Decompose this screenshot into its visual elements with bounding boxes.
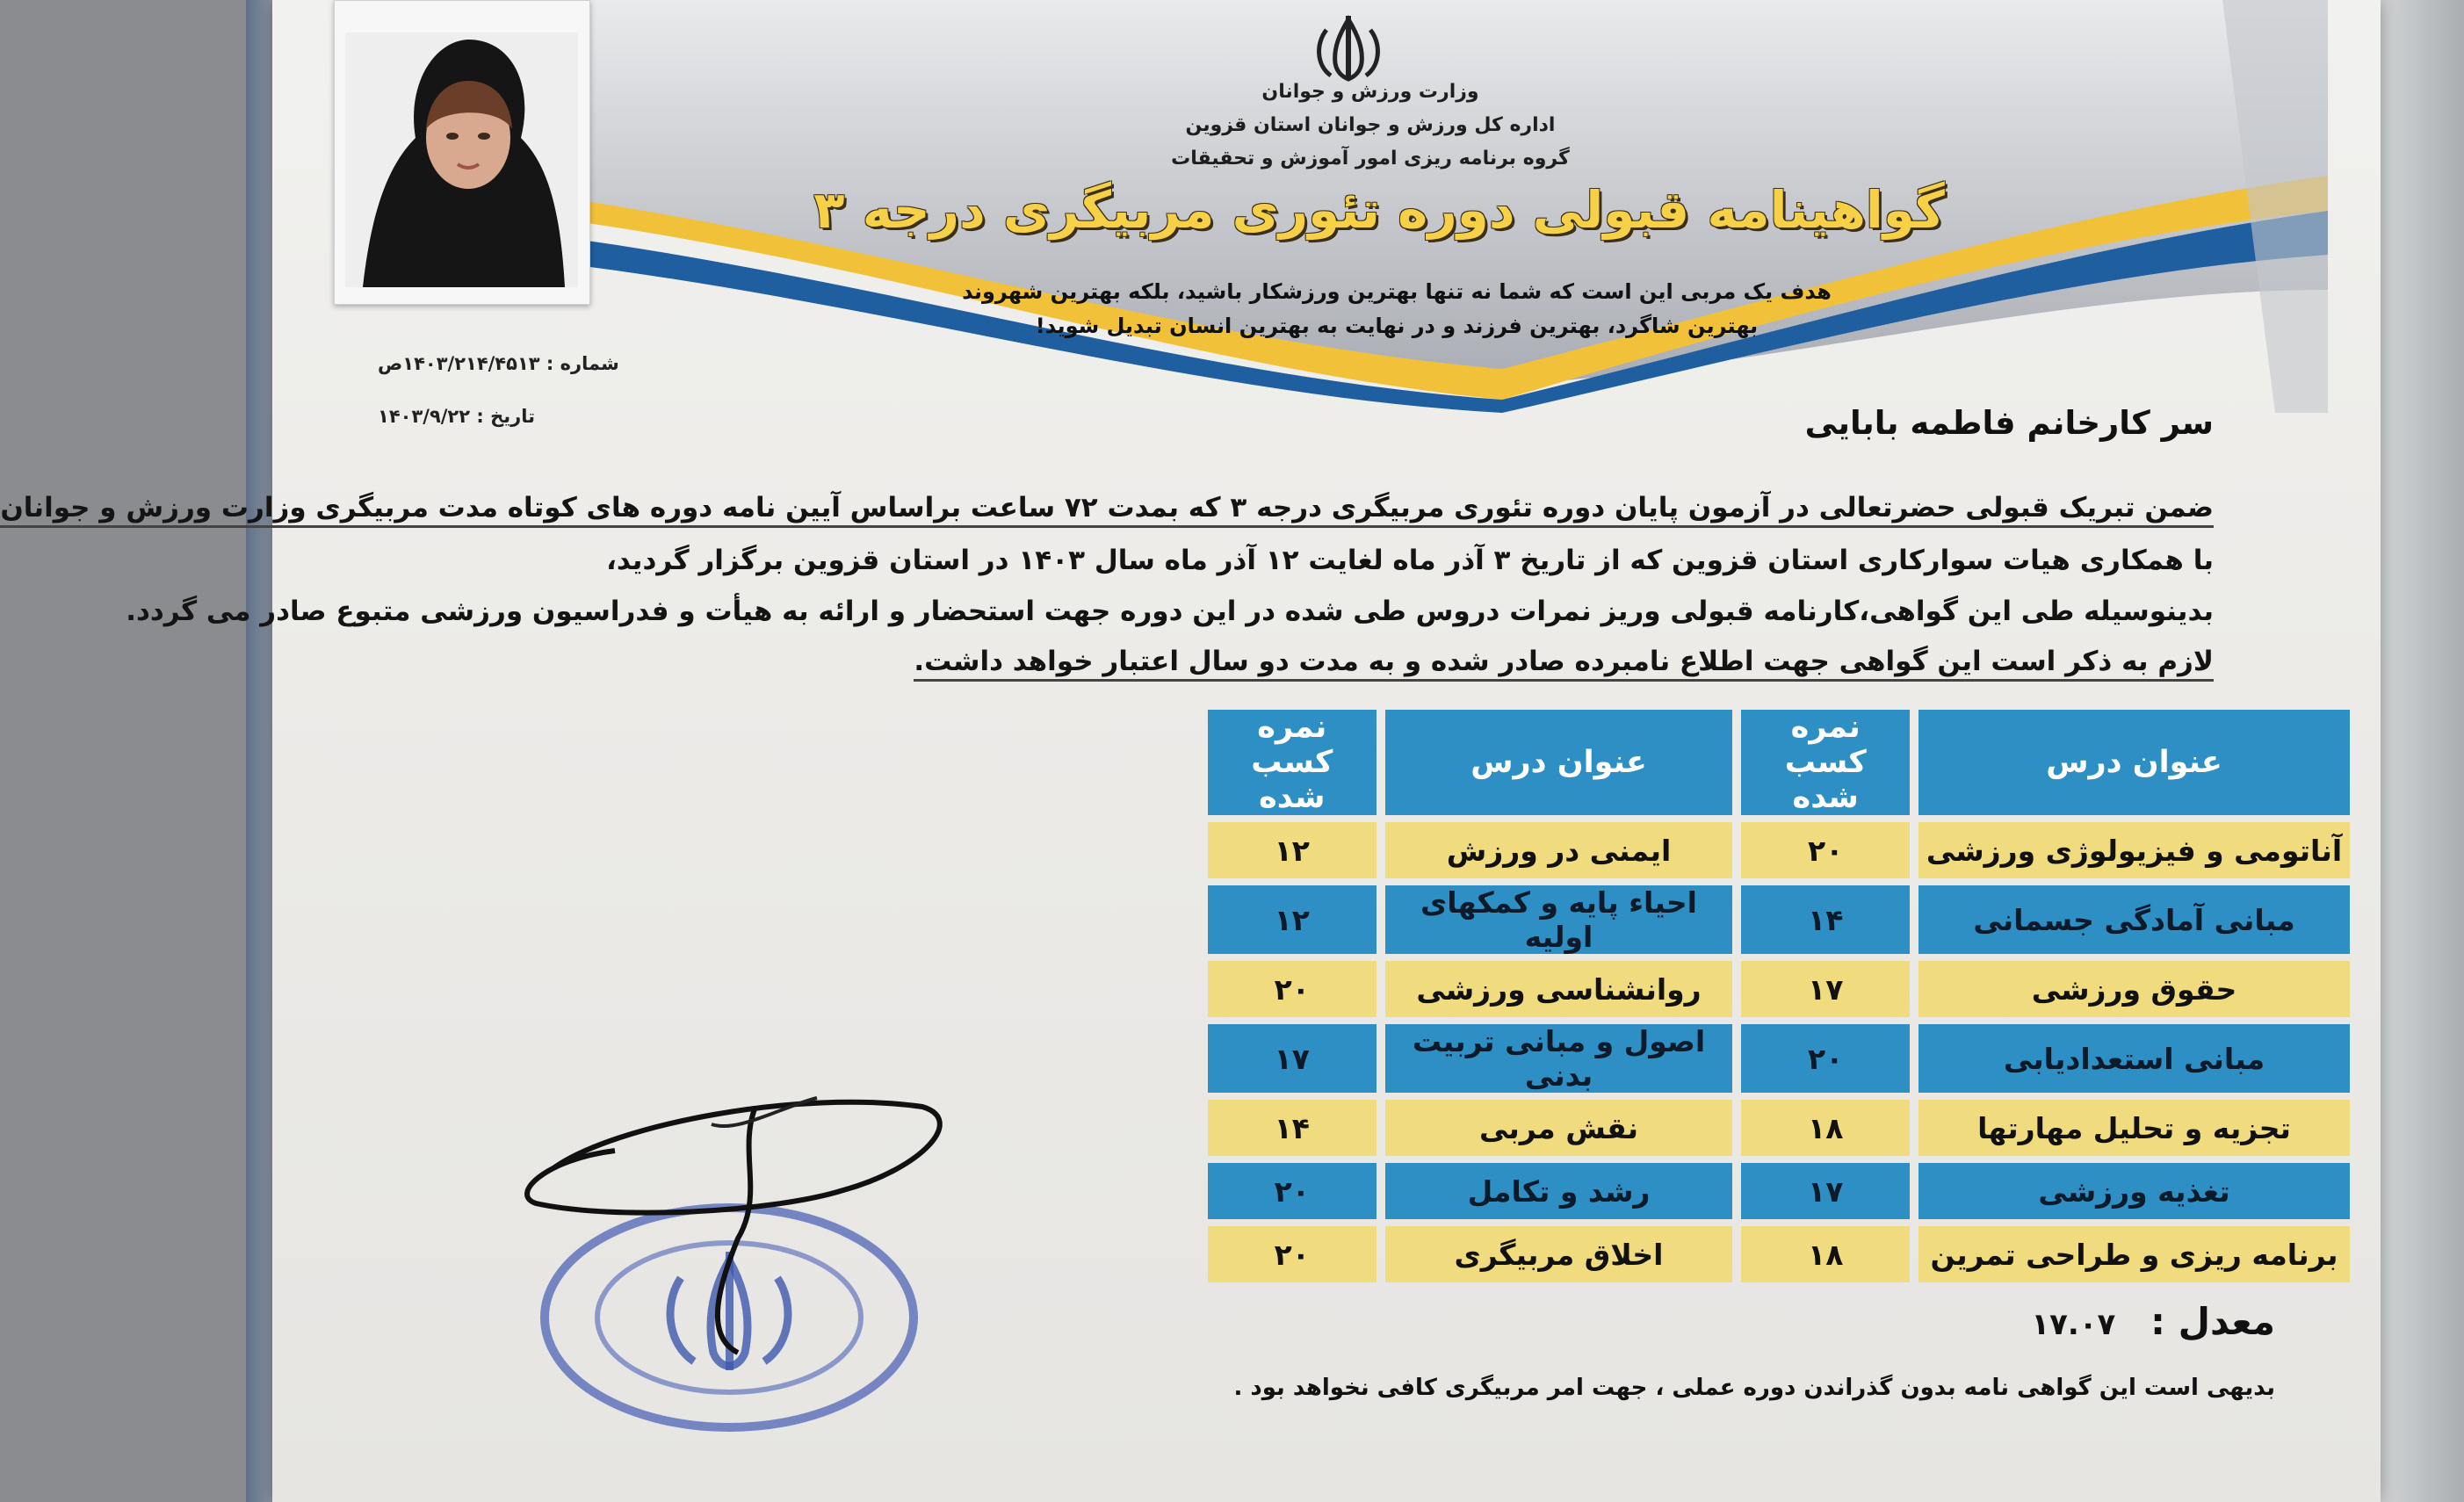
course-cell: اخلاق مربیگری — [1385, 1226, 1733, 1282]
grade-cell: ۲۰ — [1208, 1226, 1377, 1282]
course-cell: تغذیه ورزشی — [1918, 1163, 2350, 1219]
grade-cell: ۱۴ — [1208, 1100, 1377, 1156]
certificate-title: گواهینامه قبولی دوره تئوری مربیگری درجه ۳ — [813, 180, 1945, 240]
document-number — [378, 353, 641, 374]
grade-cell: ۱۸ — [1741, 1100, 1910, 1156]
course-cell: آناتومی و فیزیولوژی ورزشی — [1918, 822, 2350, 878]
grade-cell: ۱۸ — [1741, 1226, 1910, 1282]
number-value: ۱۴۰۳/۲۱۴/۴۵۱۳ص — [378, 353, 540, 374]
average-value: ۱۷.۰۷ — [2031, 1307, 2116, 1342]
header-course-b: عنوان درس — [1385, 710, 1733, 815]
footer-note: بدیهی است این گواهی نامه بدون گذراندن دوره عملی ، جهت امر مربیگری کافی نخواهد بود . — [1233, 1375, 2275, 1401]
table-row — [1208, 1163, 2350, 1219]
grades-table — [1199, 703, 2359, 1289]
course-cell: اصول و مبانی تربیت بدنی — [1385, 1024, 1733, 1093]
table-header-row — [1208, 710, 2350, 815]
background-right — [2367, 0, 2464, 1502]
grade-cell: ۱۷ — [1741, 961, 1910, 1017]
table-row — [1208, 1226, 2350, 1282]
course-cell: رشد و تکامل — [1385, 1163, 1733, 1219]
applicant-photo — [334, 0, 590, 305]
department-name: اداره کل ورزش و جوانان استان قزوین — [1185, 114, 1556, 136]
grade-cell: ۲۰ — [1208, 961, 1377, 1017]
grade-cell: ۱۲ — [1208, 885, 1377, 954]
document-date — [378, 406, 641, 427]
addressee: سر کارخانم فاطمه بابایی — [1804, 404, 2214, 442]
course-cell: ایمنی در ورزش — [1385, 822, 1733, 878]
motto-line-2: بهترین شاگرد، بهترین فرزند و در نهایت به بهترین انسان تبدیل شوید! — [1035, 314, 1759, 338]
body-line-1: ضمن تبریک قبولی حضرتعالی در آزمون پایان دوره تئوری مربیگری درجه ۳ که بمدت ۷۲ ساعت براساس آیین نامه دوره های کوتاه مدت مربیگری وزارت ورزش و جوانان — [0, 492, 2214, 528]
grade-cell: ۱۴ — [1741, 885, 1910, 954]
body-line-3: بدینوسیله طی این گواهی،کارنامه قبولی وریز نمرات دروس طی شده در این دوره جهت استحضار و ارائه به هیأت و فدراسیون ورزشی متبوع صادر می گردد. — [126, 596, 2214, 627]
table-row — [1208, 961, 2350, 1017]
header-grade-b: نمره کسب شده — [1208, 710, 1377, 815]
course-cell: مبانی آمادگی جسمانی — [1918, 885, 2350, 954]
date-value: ۱۴۰۳/۹/۲۲ — [378, 406, 471, 427]
grade-cell: ۱۷ — [1208, 1024, 1377, 1093]
grade-cell: ۲۰ — [1741, 822, 1910, 878]
course-cell: روانشناسی ورزشی — [1385, 961, 1733, 1017]
grade-cell: ۲۰ — [1741, 1024, 1910, 1093]
date-label: تاریخ : — [476, 406, 535, 427]
course-cell: نقش مربی — [1385, 1100, 1733, 1156]
header-course-a: عنوان درس — [1918, 710, 2350, 815]
course-cell: حقوق ورزشی — [1918, 961, 2350, 1017]
body-line-2: با همکاری هیات سوارکاری استان قزوین که از تاریخ ۳ آذر ماه لغایت ۱۲ آذر ماه سال ۱۴۰۳ در استان قزوین برگزار گردید، — [606, 545, 2214, 576]
course-cell: تجزیه و تحلیل مهارتها — [1918, 1100, 2350, 1156]
course-cell: برنامه ریزی و طراحی تمرین — [1918, 1226, 2350, 1282]
course-cell: احیاء پایه و کمکهای اولیه — [1385, 885, 1733, 954]
body-line-4: لازم به ذکر است این گواهی جهت اطلاع نامبرده صادر شده و به مدت دو سال اعتبار خواهد داشت. — [914, 646, 2214, 682]
ministry-name: وزارت ورزش و جوانان — [1261, 81, 1479, 103]
average-label: معدل : — [2150, 1300, 2275, 1343]
motto-line-1: هدف یک مربی این است که شما نه تنها بهترین ورزشکار باشید، بلکه بهترین شهروند — [962, 279, 1832, 304]
table-row — [1208, 822, 2350, 878]
course-cell: مبانی استعدادیابی — [1918, 1024, 2350, 1093]
table-row — [1208, 1100, 2350, 1156]
iran-emblem-icon — [1309, 12, 1388, 83]
grade-cell: ۱۲ — [1208, 822, 1377, 878]
table-row — [1208, 1024, 2350, 1093]
table-row — [1208, 885, 2350, 954]
grade-cell: ۲۰ — [1208, 1163, 1377, 1219]
number-label: شماره : — [546, 353, 619, 374]
group-name: گروه برنامه ریزی امور آموزش و تحقیقات — [1171, 148, 1570, 170]
grade-cell: ۱۷ — [1741, 1163, 1910, 1219]
signature-stamp-icon — [509, 1072, 1001, 1441]
average-score — [2031, 1300, 2275, 1343]
header-grade-a: نمره کسب شده — [1741, 710, 1910, 815]
